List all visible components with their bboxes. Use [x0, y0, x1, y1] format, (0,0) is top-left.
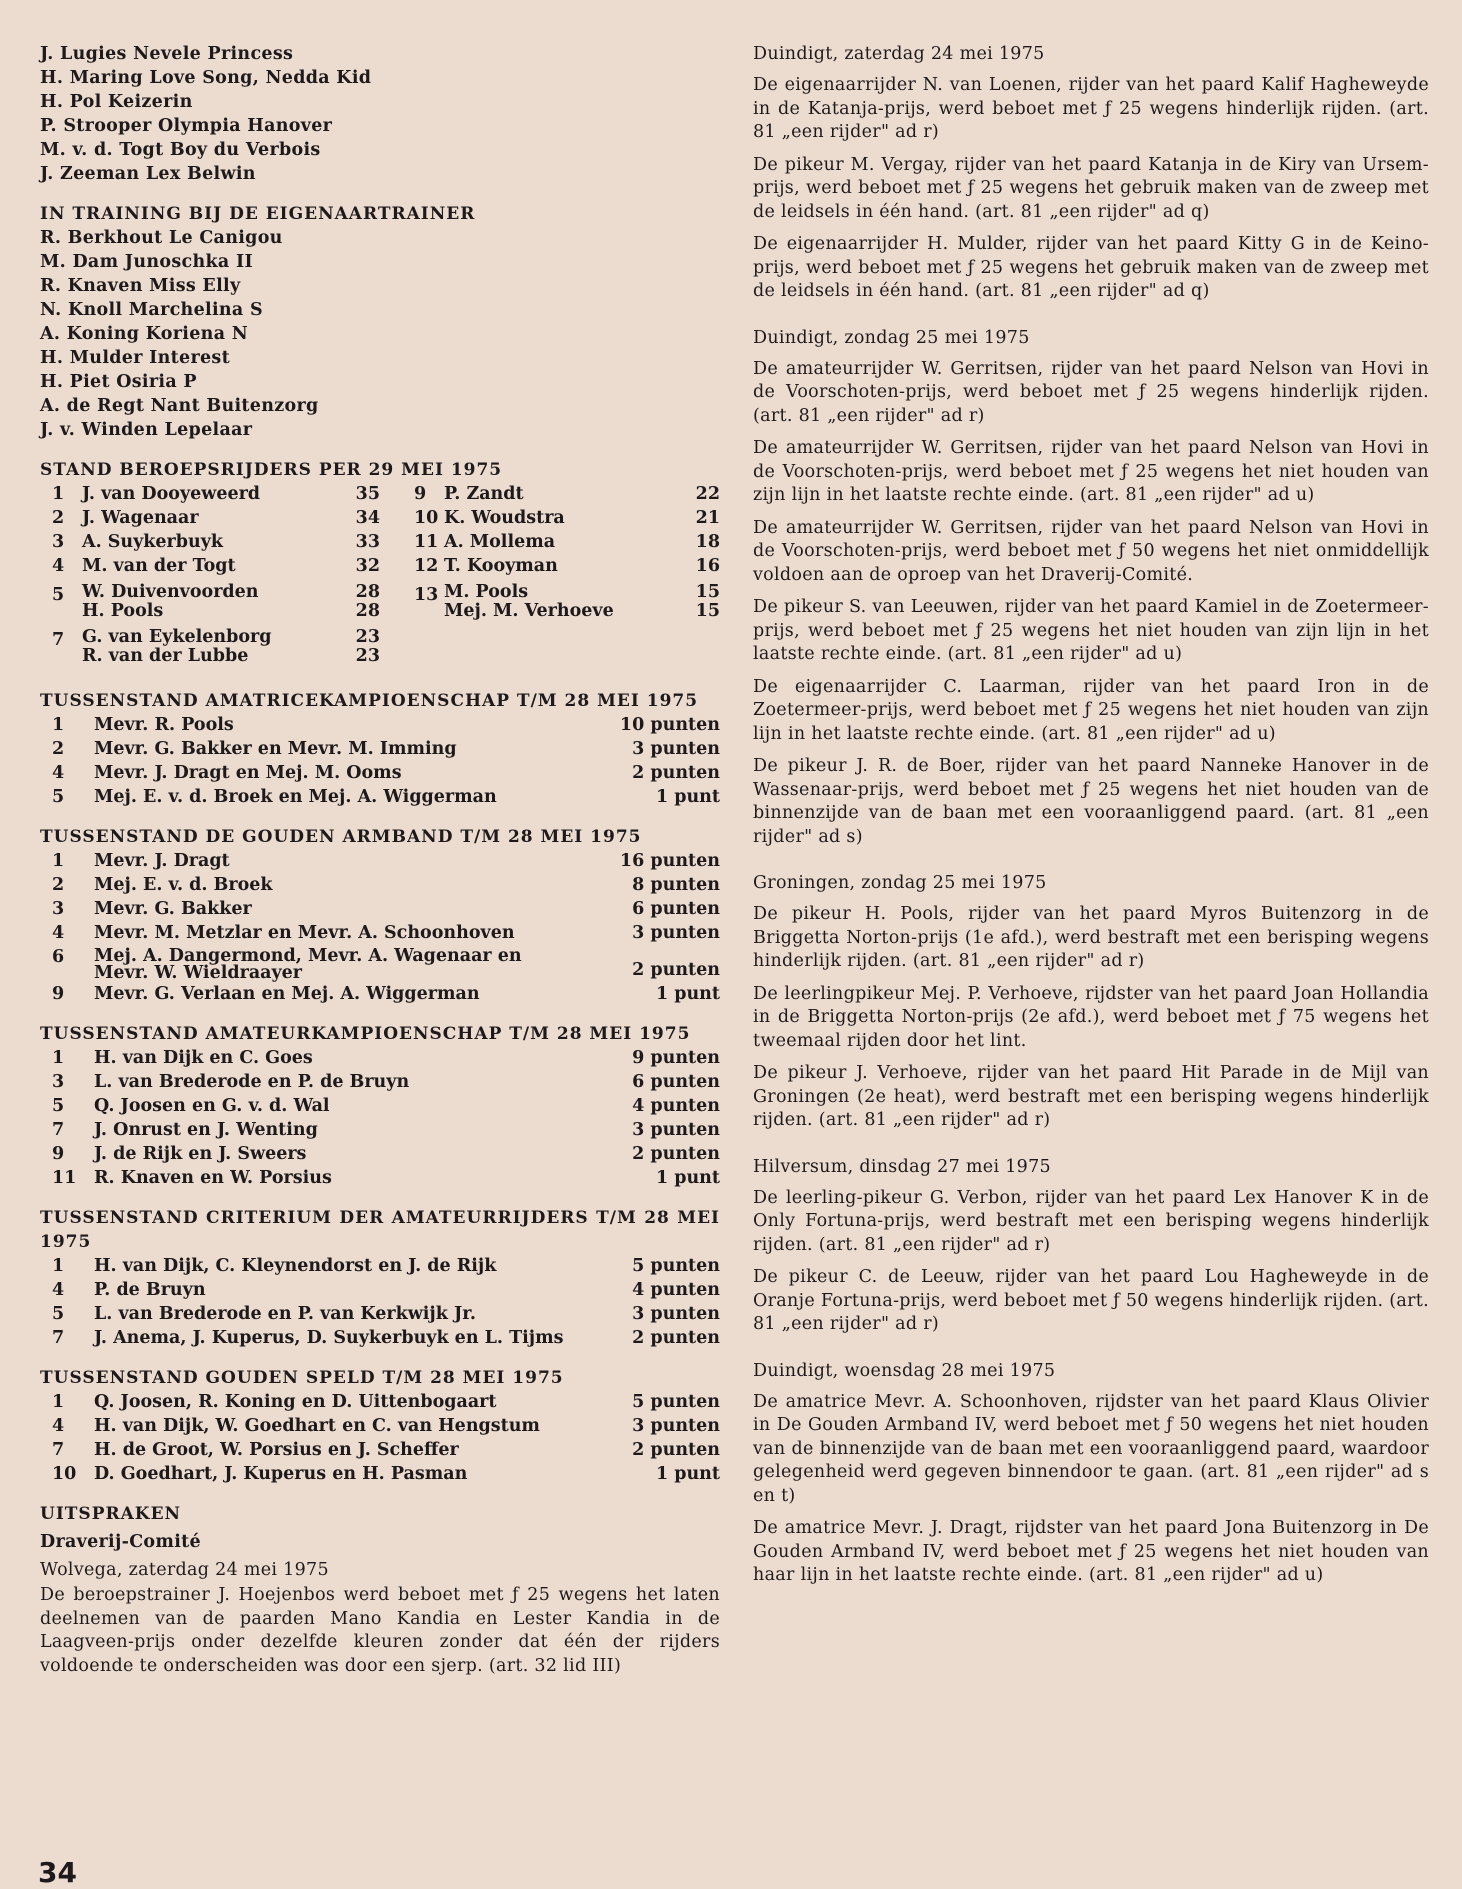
- entry-name: Q. Joosen en G. v. d. Wal: [94, 1096, 330, 1116]
- entry-name: Mevr. G. Verlaan en Mej. A. Wiggerman: [94, 984, 480, 1004]
- rider-name: [82, 506, 344, 530]
- table-row: [40, 982, 720, 1006]
- entry-points: 9 punten: [632, 1048, 720, 1068]
- entry-name: H. van Dijk, W. Goedhart en C. van Hengstum: [94, 1416, 540, 1436]
- entry-name: R. Knaven en W. Porsius: [94, 1168, 332, 1188]
- owner-list: [40, 42, 720, 186]
- rank: 7: [52, 1120, 65, 1140]
- rank: 1: [52, 1256, 65, 1276]
- rank: 3: [52, 899, 65, 919]
- rider-name-1: M. van der Togt: [82, 556, 236, 576]
- rider-score: [684, 482, 720, 506]
- table-row: [40, 761, 720, 785]
- entry-points: 3 punten: [632, 1416, 720, 1436]
- rider-name: [444, 506, 684, 530]
- rider-score: [344, 530, 380, 554]
- owner-line: P. Strooper Olympia Hanover: [40, 116, 333, 136]
- rider-name-1: A. Mollema: [444, 532, 556, 552]
- entry-name: H. van Dijk en C. Goes: [94, 1048, 313, 1068]
- rank: 11: [414, 532, 439, 552]
- trainer-line: R. Knaven Miss Elly: [40, 276, 241, 296]
- amateur-table: [40, 1046, 720, 1190]
- trainer-line: J. v. Winden Lepelaar: [40, 420, 253, 440]
- rank: 1: [52, 484, 65, 504]
- rank: 5: [52, 1096, 65, 1116]
- rank: 3: [52, 532, 65, 552]
- trainer-line: M. Dam Junoschka II: [40, 252, 253, 272]
- entry-points: 3 punten: [632, 1120, 720, 1140]
- trainer-line: H. Mulder Interest: [40, 348, 230, 368]
- rider-score-1: 28: [355, 582, 380, 602]
- ruling-text: De eigenaarrijder C. Laarman, rijder van het paard Iron in de Zoetermeer-prijs, werd beboet met ƒ 25 wegens het niet houden van zijn lijn in het laatste rechte einde. (art. 81 „een rijder" ad u): [753, 676, 1429, 744]
- rank: 12: [414, 556, 439, 576]
- ruling-text: De leerling-pikeur G. Verbon, rijder van het paard Lex Hanover K in de Only Fortuna-prijs, werd bestraft met een berisping wegens hinderlijk rijden. (art. 81 „een rijder" ad r): [753, 1187, 1429, 1255]
- rank: 4: [52, 923, 65, 943]
- entry-points: 5 punten: [632, 1256, 720, 1276]
- rank: 1: [52, 1392, 65, 1412]
- entry-name: Mevr. R. Pools: [94, 715, 234, 735]
- rank: 9: [52, 984, 65, 1004]
- entry-name: L. van Brederode en P. van Kerkwijk Jr.: [94, 1304, 476, 1324]
- trainer-line: A. de Regt Nant Buitenzorg: [40, 396, 319, 416]
- rank: 5: [52, 1304, 65, 1324]
- table-row: [40, 1118, 720, 1142]
- rider-name-1: W. Duivenvoorden: [82, 582, 259, 602]
- rider-score-1: 33: [355, 532, 380, 552]
- table-row: [40, 945, 720, 982]
- entry-points: 1 punt: [655, 1168, 720, 1188]
- entry-points: 6 punten: [632, 1072, 720, 1092]
- entry-name: L. van Brederode en P. de Bruyn: [94, 1072, 410, 1092]
- wolvega-date: Wolvega, zaterdag 24 mei 1975: [40, 1560, 329, 1580]
- table-row: [40, 897, 720, 921]
- entry-name: Mevr. G. Bakker en Mevr. M. Imming: [94, 739, 457, 759]
- table-row: [40, 1254, 720, 1278]
- rank: 10: [414, 508, 439, 528]
- page-number: 34: [38, 1856, 77, 1889]
- rank: 9: [52, 1144, 65, 1164]
- rider-score: [684, 530, 720, 554]
- table-row: [40, 785, 720, 809]
- rank: 4: [52, 556, 65, 576]
- entry-name: Mej. E. v. d. Broek: [94, 875, 273, 895]
- entry-points: 2 punten: [632, 1440, 720, 1460]
- rider-score-2: 23: [355, 646, 380, 666]
- rider-name-1: J. Wagenaar: [82, 508, 199, 528]
- entry-points: 2 punten: [632, 763, 720, 783]
- rider-name-1: G. van Eykelenborg: [82, 627, 272, 647]
- rider-score-1: 18: [695, 532, 720, 552]
- training-list: [40, 226, 720, 442]
- table-row: [40, 1302, 720, 1326]
- stand-row: [40, 482, 380, 506]
- entry-name: Mevr. J. Dragt: [94, 851, 230, 871]
- speld-heading: TUSSENSTAND GOUDEN SPELD T/M 28 MEI 1975: [40, 1368, 564, 1388]
- entry-name: J. de Rijk en J. Sweers: [94, 1144, 307, 1164]
- left-column: [40, 42, 720, 1687]
- rider-name: [82, 530, 344, 554]
- rank: 13: [414, 585, 439, 605]
- entry-points: 1 punt: [655, 787, 720, 807]
- stand-row: [40, 530, 380, 554]
- ruling-text: De pikeur J. Verhoeve, rijder van het paard Hit Parade in de Mijl van Groningen (2e heat), werd bestraft met een berisping wegens hinderlijk rijden. (art. 81 „een rijder" ad r): [753, 1063, 1429, 1130]
- rank: 4: [52, 1416, 65, 1436]
- speld-table: [40, 1390, 720, 1486]
- table-row: [40, 1070, 720, 1094]
- amatrice-table: [40, 713, 720, 809]
- rider-name-1: J. van Dooyeweerd: [82, 484, 261, 504]
- ruling-text: De pikeur J. R. de Boer, rijder van het paard Nanneke Hanover in de Wassenaar-prijs, werd beboet met ƒ 25 wegens het niet houden van de binnenzijde van de baan met een vooraanliggend paard. (art. 81 „een rijder" ad s): [753, 756, 1429, 847]
- amatrice-heading: TUSSENSTAND AMATRICEKAMPIOENSCHAP T/M 28 MEI 1975: [40, 691, 699, 711]
- rider-name-2: Mej. M. Verhoeve: [444, 601, 614, 621]
- rider-name: [82, 583, 344, 621]
- entry-points: 3 punten: [632, 1304, 720, 1324]
- rider-name: [82, 482, 344, 506]
- ruling-text: De pikeur S. van Leeuwen, rijder van het paard Kamiel in de Zoetermeer-prijs, werd beboet met ƒ 25 wegens het niet houden van zijn lijn in het laatste rechte einde. (art. 81 „een rijder" ad u): [753, 597, 1429, 664]
- ruling-text: De amatrice Mevr. A. Schoonhoven, rijdster van het paard Klaus Olivier in De Gouden Armband IV, werd beboet met ƒ 50 wegens het niet houden van de binnenzijde van de baan met een vooraanliggend paard, waardoor gelegenheid werd gegeven binnendoor te gaan. (art. 81 „een rijder" ad s en t): [753, 1391, 1429, 1506]
- entry-points: 2 punten: [632, 1144, 720, 1164]
- stand-right: [380, 482, 720, 673]
- table-row: [40, 1462, 720, 1486]
- armband-heading: TUSSENSTAND DE GOUDEN ARMBAND T/M 28 MEI 1975: [40, 827, 642, 847]
- rider-score: [344, 554, 380, 578]
- rider-score: [684, 554, 720, 578]
- entry-points: 1 punt: [655, 984, 720, 1004]
- owner-line: H. Maring Love Song, Nedda Kid: [40, 68, 372, 88]
- rider-score-1: 16: [695, 556, 720, 576]
- table-row: [40, 713, 720, 737]
- entry-points: 2 punten: [632, 960, 720, 980]
- rank: 4: [52, 763, 65, 783]
- rank: 5: [52, 787, 65, 807]
- ruling-text: De amateurrijder W. Gerritsen, rijder van het paard Nelson van Hovi in de Voorschoten-prijs, werd beboet met ƒ 50 wegens het niet onmiddellijk voldoen aan de oproep van het Draverij-Comité.: [753, 517, 1429, 585]
- rider-score-1: 15: [695, 582, 720, 602]
- stand-left: [40, 482, 380, 673]
- rider-name: [444, 530, 684, 554]
- rank: 7: [52, 1328, 65, 1348]
- rider-name-1: T. Kooyman: [444, 556, 558, 576]
- entry-name: Mevr. M. Metzlar en Mevr. A. Schoonhoven: [94, 923, 515, 943]
- rank: 6: [52, 947, 65, 967]
- entry-points: 4 punten: [632, 1096, 720, 1116]
- rider-name-2: R. van der Lubbe: [82, 646, 249, 666]
- rider-score-1: 23: [355, 627, 380, 647]
- rank: 3: [52, 1072, 65, 1092]
- wolvega-ruling: De beroepstrainer J. Hoejenbos werd beboet met ƒ 25 wegens het laten deelnemen van de paarden Mano Kandia en Lester Kandia in de Laagveen-prijs onder dezelfde kleuren zonder dat één der rijders voldoende te onderscheiden was door een sjerp. (art. 32 lid III): [40, 1585, 720, 1676]
- trainer-line: N. Knoll Marchelina S: [40, 300, 263, 320]
- rider-score: [684, 583, 720, 621]
- stand-row: [402, 482, 720, 506]
- entry-name: Mej. E. v. d. Broek en Mej. A. Wiggerman: [94, 787, 497, 807]
- ruling-text: De pikeur C. de Leeuw, rijder van het paard Lou Hagheweyde in de Oranje Fortuna-prijs, werd beboet met ƒ 50 wegens hinderlijk rijden. (art. 81 „een rijder" ad r): [753, 1267, 1429, 1334]
- trainer-line: R. Berkhout Le Canigou: [40, 228, 283, 248]
- entry-points: 6 punten: [632, 899, 720, 919]
- stand-row: [402, 530, 720, 554]
- table-row: [40, 1390, 720, 1414]
- table-row: [40, 1094, 720, 1118]
- rank: 7: [52, 1440, 65, 1460]
- right-column: [753, 42, 1429, 1597]
- entry-name: J. Anema, J. Kuperus, D. Suykerbuyk en L. Tijms: [94, 1328, 564, 1348]
- stand-table: [40, 482, 720, 673]
- ruling-text: De pikeur M. Vergay, rijder van het paard Katanja in de Kiry van Ursem-prijs, werd beboet met ƒ 25 wegens het gebruik maken van de zweep met de leidsels in één hand. (art. 81 „een rijder" ad q): [753, 154, 1429, 222]
- entry-name: P. de Bruyn: [94, 1280, 206, 1300]
- rider-name: [444, 583, 684, 621]
- rider-score-1: 21: [695, 508, 720, 528]
- rank: 1: [52, 715, 65, 735]
- ruling-text: De eigenaarrijder N. van Loenen, rijder van het paard Kalif Hagheweyde in de Katanja-prijs, werd beboet met ƒ 25 wegens hinderlijk rijden. (art. 81 „een rijder" ad r): [753, 75, 1429, 142]
- ruling-text: De amateurrijder W. Gerritsen, rijder van het paard Nelson van Hovi in de Voorschoten-prijs, werd beboet met ƒ 25 wegens hinderlijk rijden. (art. 81 „een rijder" ad r): [753, 358, 1429, 426]
- rider-score: [684, 506, 720, 530]
- entry-name: H. van Dijk, C. Kleynendorst en J. de Rijk: [94, 1256, 497, 1276]
- stand-row: [40, 583, 380, 621]
- rank: 11: [52, 1168, 77, 1188]
- table-row: [40, 1438, 720, 1462]
- table-row: [40, 873, 720, 897]
- entry-name: Mevr. G. Bakker: [94, 899, 252, 919]
- entry-points: 1 punt: [655, 1464, 720, 1484]
- table-row: [40, 1046, 720, 1070]
- entry-points: 3 punten: [632, 923, 720, 943]
- entry-name: Mevr. J. Dragt en Mej. M. Ooms: [94, 763, 402, 783]
- uitspraken-heading: UITSPRAKEN: [40, 1504, 182, 1524]
- rank: 1: [52, 1048, 65, 1068]
- table-row: [40, 1414, 720, 1438]
- table-row: [40, 1166, 720, 1190]
- stand-row: [40, 628, 380, 666]
- rank: 1: [52, 851, 65, 871]
- ruling-date: Duindigt, woensdag 28 mei 1975: [753, 1360, 1056, 1381]
- ruling-date: Duindigt, zondag 25 mei 1975: [753, 327, 1030, 348]
- entry-points: 10 punten: [619, 715, 720, 735]
- rider-score: [344, 628, 380, 666]
- comite-heading: Draverij-Comité: [40, 1532, 201, 1552]
- ruling-date: Groningen, zondag 25 mei 1975: [753, 873, 1047, 893]
- rider-name-1: K. Woudstra: [444, 508, 565, 528]
- rider-name-1: A. Suykerbuyk: [82, 532, 224, 552]
- table-row: [40, 1278, 720, 1302]
- rider-score: [344, 506, 380, 530]
- rider-score-1: 34: [355, 508, 380, 528]
- stand-row: [402, 554, 720, 578]
- entry-name: H. de Groot, W. Porsius en J. Scheffer: [94, 1440, 459, 1460]
- entry-points: 5 punten: [632, 1392, 720, 1412]
- rank: 9: [414, 484, 427, 504]
- rider-name: [82, 554, 344, 578]
- rider-name: [444, 482, 684, 506]
- stand-row: [402, 583, 720, 621]
- rider-score-2: 15: [695, 601, 720, 621]
- rank: 10: [52, 1464, 77, 1484]
- entry-points: 8 punten: [632, 875, 720, 895]
- entry-name: D. Goedhart, J. Kuperus en H. Pasman: [94, 1464, 468, 1484]
- entry-points: 2 punten: [632, 1328, 720, 1348]
- trainer-line: A. Koning Koriena N: [40, 324, 249, 344]
- entry-name: Mej. A. Dangermond, Mevr. A. Wagenaar en Mevr. W. Wieldraayer: [94, 946, 522, 983]
- rider-score: [344, 583, 380, 621]
- rank: 2: [52, 739, 65, 759]
- ruling-date: Duindigt, zaterdag 24 mei 1975: [753, 44, 1045, 64]
- stand-row: [40, 554, 380, 578]
- armband-table: [40, 849, 720, 1006]
- rider-name-2: H. Pools: [82, 601, 164, 621]
- ruling-text: De pikeur H. Pools, rijder van het paard Myros Buitenzorg in de Briggetta Norton-prijs (1e afd.), werd bestraft met een berisping wegens hinderlijk rijden. (art. 81 „een rijder" ad r): [753, 904, 1429, 971]
- training-heading: IN TRAINING BIJ DE EIGENAARTRAINER: [40, 204, 476, 224]
- ruling-date: Hilversum, dinsdag 27 mei 1975: [753, 1156, 1051, 1177]
- rider-score-2: 28: [355, 601, 380, 621]
- ruling-text: De leerlingpikeur Mej. P. Verhoeve, rijdster van het paard Joan Hollandia in de Briggetta Norton-prijs (2e afd.), werd beboet met ƒ 75 wegens het tweemaal rijden door het lint.: [753, 983, 1429, 1051]
- rider-name: [82, 628, 344, 666]
- owner-line: J. Zeeman Lex Belwin: [40, 164, 256, 184]
- trainer-line: H. Piet Osiria P: [40, 372, 197, 392]
- ruling-text: De eigenaarrijder H. Mulder, rijder van het paard Kitty G in de Keino-prijs, werd beboet met ƒ 25 wegens het gebruik maken van de zweep met de leidsels in één hand. (art. 81 „een rijder" ad q): [753, 234, 1429, 301]
- entry-points: 16 punten: [619, 851, 720, 871]
- table-row: [40, 849, 720, 873]
- entry-points: 3 punten: [632, 739, 720, 759]
- owner-line: H. Pol Keizerin: [40, 92, 193, 112]
- rank: 5: [52, 585, 65, 605]
- stand-row: [402, 506, 720, 530]
- table-row: [40, 921, 720, 945]
- criterium-table: [40, 1254, 720, 1350]
- rank: 7: [52, 630, 65, 650]
- rider-name: [444, 554, 684, 578]
- rider-score-1: 32: [355, 556, 380, 576]
- entry-name: Q. Joosen, R. Koning en D. Uittenbogaart: [94, 1392, 497, 1412]
- table-row: [40, 737, 720, 761]
- owner-line: M. v. d. Togt Boy du Verbois: [40, 140, 321, 160]
- rider-score-1: 22: [695, 484, 720, 504]
- criterium-heading: TUSSENSTAND CRITERIUM DER AMATEURRIJDERS T/M 28 MEI 1975: [40, 1208, 720, 1252]
- ruling-text: De amatrice Mevr. J. Dragt, rijdster van het paard Jona Buitenzorg in De Gouden Armband IV, werd beboet met ƒ 25 wegens het niet houden van haar lijn in het laatste rechte einde. (art. 81 „een rijder" ad u): [753, 1518, 1429, 1585]
- entry-name: J. Onrust en J. Wenting: [94, 1120, 318, 1140]
- stand-heading: STAND BEROEPSRIJDERS PER 29 MEI 1975: [40, 460, 503, 480]
- rider-score: [344, 482, 380, 506]
- rank: 4: [52, 1280, 65, 1300]
- rank: 2: [52, 875, 65, 895]
- owner-line: J. Lugies Nevele Princess: [40, 44, 294, 64]
- rank: 2: [52, 508, 65, 528]
- stand-row: [40, 506, 380, 530]
- amateur-heading: TUSSENSTAND AMATEURKAMPIOENSCHAP T/M 28 MEI 1975: [40, 1024, 691, 1044]
- rider-name-1: M. Pools: [444, 582, 529, 602]
- ruling-text: De amateurrijder W. Gerritsen, rijder van het paard Nelson van Hovi in de Voorschoten-prijs, werd beboet met ƒ 25 wegens het niet houden van zijn lijn in het laatste rechte einde. (art. 81 „een rijder" ad u): [753, 438, 1429, 505]
- entry-points: 4 punten: [632, 1280, 720, 1300]
- rider-name-1: P. Zandt: [444, 484, 524, 504]
- rider-score-1: 35: [355, 484, 380, 504]
- table-row: [40, 1326, 720, 1350]
- table-row: [40, 1142, 720, 1166]
